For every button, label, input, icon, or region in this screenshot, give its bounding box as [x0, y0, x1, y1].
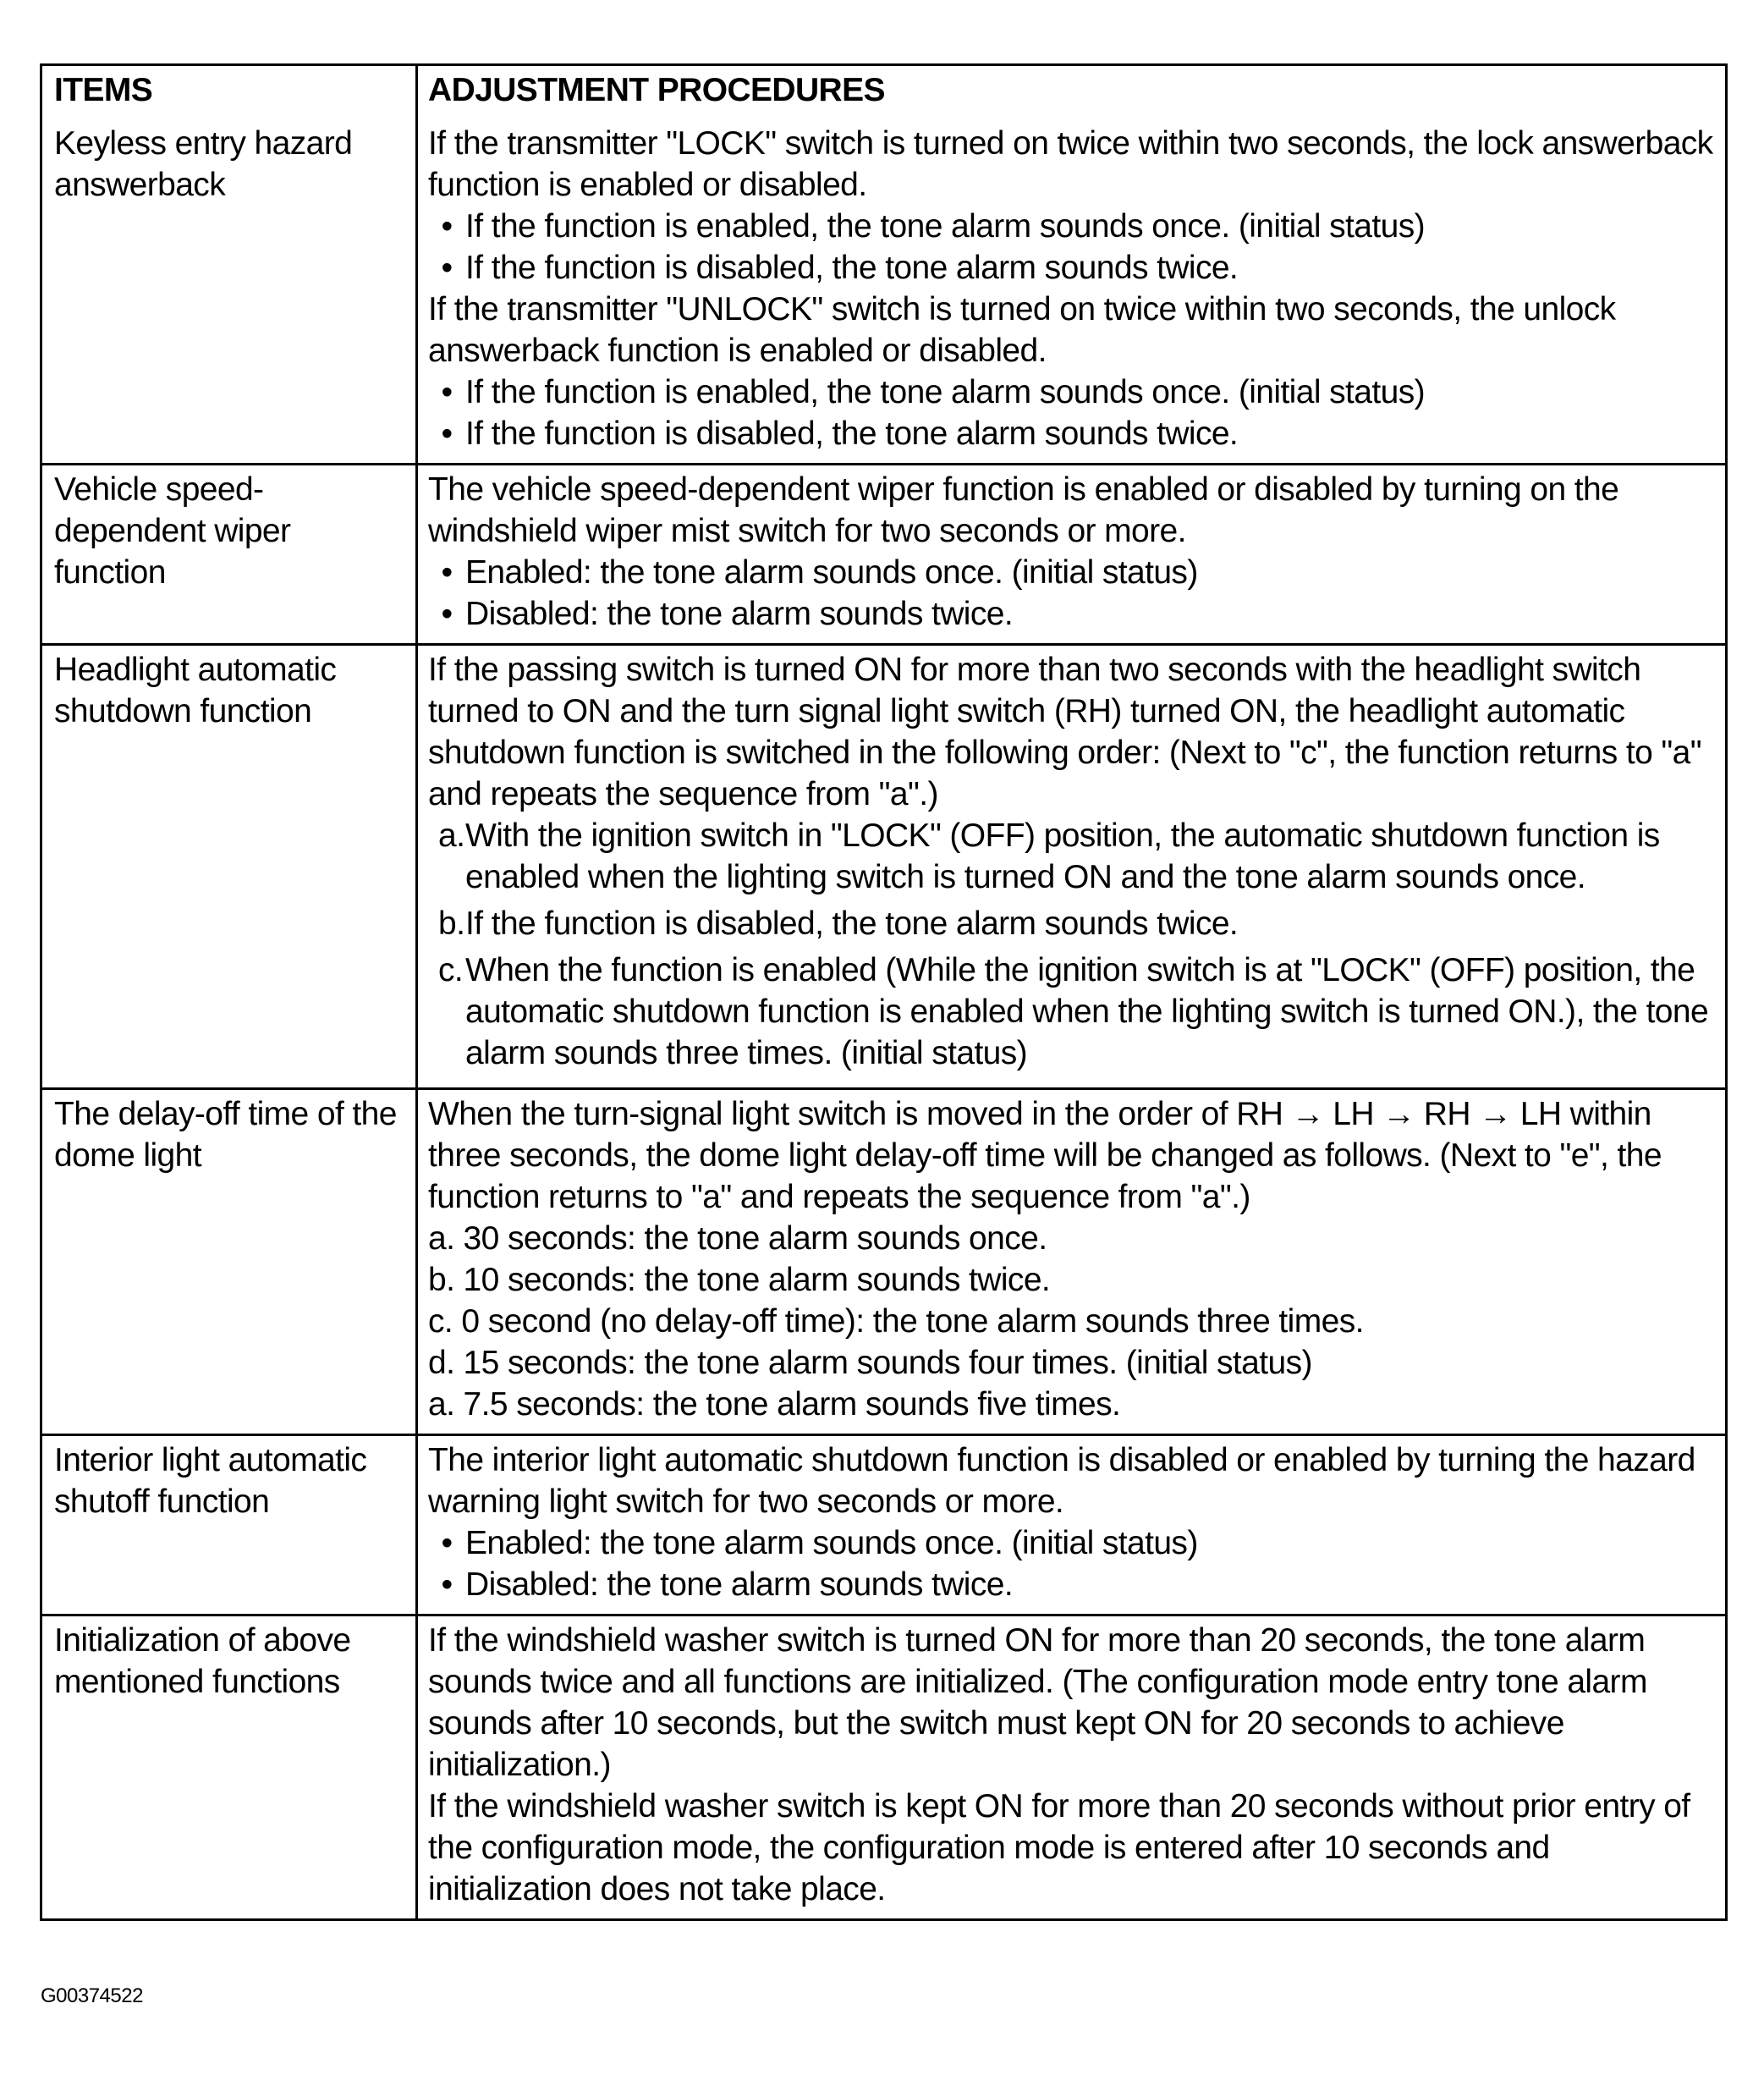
bullet-text: If the function is disabled, the tone alarm sounds twice. [465, 250, 1239, 286]
table-row [42, 119, 1725, 463]
procedure-paragraph: a. 30 seconds: the tone alarm sounds once. [428, 1220, 1047, 1257]
procedure-cell [418, 646, 1725, 1087]
list-label: c. [438, 952, 464, 988]
procedure-paragraph: If the transmitter "UNLOCK" switch is turned on twice within two seconds, the unlock answerback function is enabled or disabled. [428, 291, 1616, 369]
table-header-row [42, 66, 1725, 119]
bullet-text: Enabled: the tone alarm sounds once. (initial status) [465, 554, 1198, 591]
bullet-item [428, 206, 1717, 247]
bullet-item [428, 1522, 1717, 1564]
lettered-item [428, 949, 1717, 1074]
bullet-icon: • [441, 596, 453, 632]
procedure-paragraph: If the passing switch is turned ON for more than two seconds with the headlight switch turned to ON and the turn signal light switch (RH) turned ON, the headlight automatic shutdown function is switched in the following order: (Next to "c", the function returns to "a" and repeats the sequence from "a".) [428, 652, 1702, 812]
item-cell: Headlight automatic shutdown function [42, 646, 418, 1087]
procedure-paragraph: The interior light automatic shutdown function is disabled or enabled by turning the hazard warning light switch for two seconds or more. [428, 1442, 1695, 1520]
procedure-cell [418, 1616, 1725, 1918]
bullet-item [428, 552, 1717, 593]
procedure-paragraph: c. 0 second (no delay-off time): the tone alarm sounds three times. [428, 1303, 1364, 1340]
procedure-paragraph: When the turn-signal light switch is moved in the order of RH → LH → RH → LH within three seconds, the dome light delay-off time will be changed as follows. (Next to "e", the function returns to "a" and repeats the sequence from "a".) [428, 1096, 1662, 1215]
item-cell: The delay-off time of the dome light [42, 1090, 418, 1434]
header-adjustment-procedures: ADJUSTMENT PROCEDURES [428, 72, 885, 108]
bullet-icon: • [441, 374, 453, 410]
table-row [42, 1614, 1725, 1918]
bullet-text: Enabled: the tone alarm sounds once. (initial status) [465, 1525, 1198, 1561]
procedure-cell [418, 119, 1725, 463]
bullet-text: If the function is disabled, the tone alarm sounds twice. [465, 416, 1239, 452]
bullet-item [428, 413, 1717, 454]
lettered-item [428, 815, 1717, 898]
table-row [42, 1087, 1725, 1434]
item-cell: Initialization of above mentioned functions [42, 1616, 418, 1918]
bullet-icon: • [441, 1566, 453, 1603]
item-cell: Keyless entry hazard answerback [42, 119, 418, 463]
bullet-text: If the function is enabled, the tone alarm sounds once. (initial status) [465, 374, 1425, 410]
bullet-icon: • [441, 416, 453, 452]
procedure-paragraph: a. 7.5 seconds: the tone alarm sounds five times. [428, 1386, 1121, 1423]
table-row [42, 1434, 1725, 1614]
list-label: b. [438, 905, 465, 942]
procedure-paragraph: d. 15 seconds: the tone alarm sounds four times. (initial status) [428, 1345, 1312, 1381]
bullet-item [428, 1564, 1717, 1605]
procedure-cell [418, 465, 1725, 643]
bullet-text: Disabled: the tone alarm sounds twice. [465, 1566, 1014, 1603]
table-row [42, 643, 1725, 1087]
list-text: If the function is disabled, the tone alarm sounds twice. [465, 905, 1239, 942]
adjustment-table [40, 63, 1728, 1921]
procedure-paragraph: The vehicle speed-dependent wiper function is enabled or disabled by turning on the windshield wiper mist switch for two seconds or more. [428, 471, 1619, 549]
list-label: a. [438, 817, 465, 854]
procedure-cell [418, 1436, 1725, 1614]
bullet-text: Disabled: the tone alarm sounds twice. [465, 596, 1014, 632]
list-text: With the ignition switch in "LOCK" (OFF) position, the automatic shutdown function is enabled when the lighting switch is turned ON and the tone alarm sounds once. [465, 817, 1660, 895]
bullet-text: If the function is enabled, the tone alarm sounds once. (initial status) [465, 208, 1425, 245]
lettered-item [428, 903, 1717, 944]
item-cell: Interior light automatic shutoff function [42, 1436, 418, 1614]
bullet-icon: • [441, 208, 453, 245]
item-cell: Vehicle speed-dependent wiper function [42, 465, 418, 643]
procedure-cell [418, 1090, 1725, 1434]
procedure-paragraph: If the windshield washer switch is turned ON for more than 20 seconds, the tone alarm sounds twice and all functions are initialized. (The configuration mode entry tone alarm sounds after 10 seconds, but the switch must kept ON for 20 seconds to achieve initialization.) [428, 1622, 1647, 1783]
bullet-icon: • [441, 554, 453, 591]
bullet-icon: • [441, 250, 453, 286]
header-items: ITEMS [42, 66, 418, 119]
bullet-icon: • [441, 1525, 453, 1561]
procedure-paragraph: b. 10 seconds: the tone alarm sounds twice. [428, 1262, 1051, 1298]
figure-id: G00374522 [41, 1984, 143, 2007]
bullet-item [428, 593, 1717, 635]
bullet-item [428, 372, 1717, 413]
table-row [42, 463, 1725, 643]
list-text: When the function is enabled (While the ignition switch is at "LOCK" (OFF) position, the automatic shutdown function is enabled when the lighting switch is turned ON.), the tone alarm sounds three times. (initial status) [465, 952, 1709, 1071]
procedure-paragraph: If the windshield washer switch is kept ON for more than 20 seconds without prior entry of the configuration mode, the configuration mode is entered after 10 seconds and initialization does not take place. [428, 1788, 1690, 1907]
procedure-paragraph: If the transmitter "LOCK" switch is turned on twice within two seconds, the lock answerback function is enabled or disabled. [428, 125, 1713, 203]
bullet-item [428, 247, 1717, 289]
